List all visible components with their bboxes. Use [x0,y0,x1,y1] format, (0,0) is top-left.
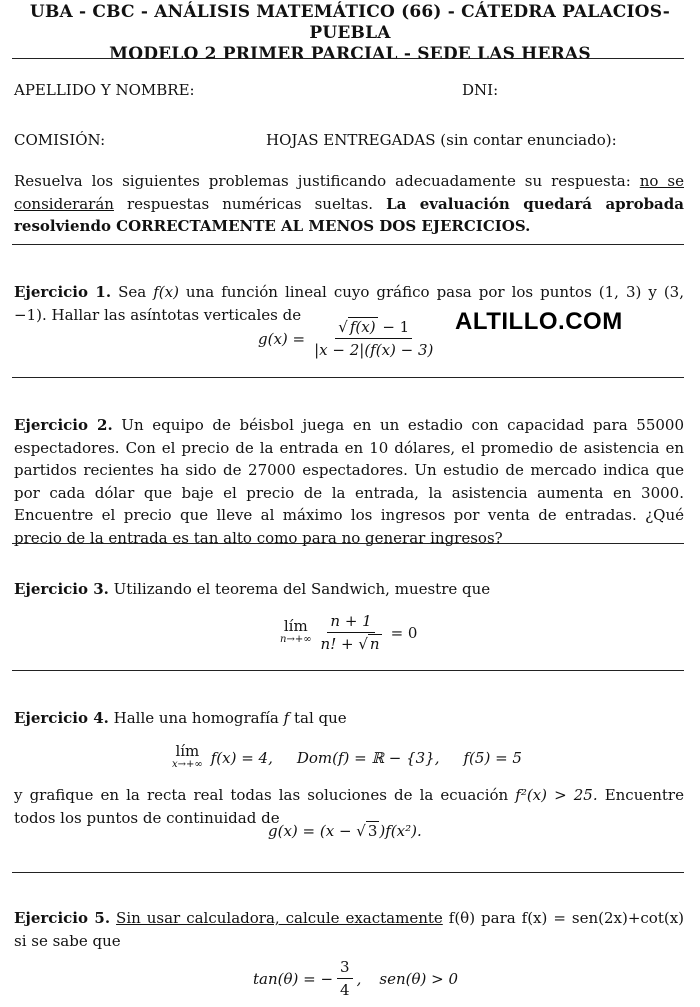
exercise-4-part-2: y grafique en la recta real todas las soluciones de la ecuación f²(x) > 25. Encuentre todos los puntos de continuidad de [14,786,684,827]
instructions-underlined: no se considerarán [14,172,684,213]
exercise-1-formula: g(x) = $\frac{√ f(x) - 1}{|x - 2|(f(x) - 3)}$ [258,318,434,359]
instructions: Resuelva los siguientes problemas justificando adecuadamente su respuesta: no se considerarán respuestas numéricas sueltas. La evaluación quedará aprobada resolviendo CORRECTAMENTE AL MENOS DOS EJERCICIOS. [14,172,684,235]
instructions-bold: La evaluación quedará aprobada resolviendo CORRECTAMENTE AL MENOS DOS EJERCICIOS. [14,194,684,235]
header-line-2: MODELO 2 PRIMER PARCIAL - SEDE LAS HERAS [109,44,591,64]
divider [12,377,684,378]
exercise-5: Ejercicio 5. Sin usar calculadora, calcule exactamente f(θ) para f(x) = sen(2x)+cot(x) si se sabe que [14,909,685,950]
exam-header [0,0,700,65]
exercise-3-title: Ejercicio 3. [14,580,109,598]
divider [12,244,684,245]
exercise-1: Ejercicio 1. Sea f(x) una función lineal cuyo gráfico pasa por los puntos (1, 3) y (3, −1). Hallar las asíntotas verticales de [14,283,684,324]
exercise-3-formula: lím n→+∞ $\frac{n + 1}{n! + √ n}$ = 0 [280,612,418,653]
divider [12,58,684,59]
exercise-4-title: Ejercicio 4. [14,709,109,727]
exercise-1-title: Ejercicio 1. [14,283,112,301]
exercise-5-title: Ejercicio 5. [14,909,111,927]
watermark-logo: ALTILLO.COM [455,308,623,335]
exercise-5-underlined: Sin usar calculadora, calcule exactamente [116,909,443,927]
exercise-3: Ejercicio 3. Utilizando el teorema del Sandwich, muestre que [14,580,491,598]
exercise-4: Ejercicio 4. Halle una homografía f tal que [14,709,347,727]
exercise-2-title: Ejercicio 2. [14,416,113,434]
comision-label: COMISIÓN: [14,131,106,149]
exercise-2: Ejercicio 2. Un equipo de béisbol juega en un estadio con capacidad para 55000 espectadores. Con el precio de la entrada en 10 dólares, el promedio de asistencia en partidos recientes ha sido de 27000 espectadores. Un estudio de mercado indica que por cada dólar que baje el precio de la entrada, la asistencia aumenta en 3000. Encuentre el precio que lleve al máximo los ingresos por venta de entradas. ¿Qué precio de la entrada es tan alto como para no generar ingresos? [14,416,684,547]
divider [12,872,684,873]
header-line-1: UBA - CBC - ANÁLISIS MATEMÁTICO (66) - CÁTEDRA PALACIOS-PUEBLA [29,2,671,43]
divider [12,543,684,544]
name-label: APELLIDO Y NOMBRE: [14,81,195,99]
exercise-4-formula: g(x) = (x − √ 3 )f(x²). [268,822,422,840]
divider [12,670,684,671]
hojas-label: HOJAS ENTREGADAS (sin contar enunciado): [266,131,617,149]
exercise-5-formula: tan(θ) = − $\frac{3}{4}$ , sen(θ) > 0 [253,958,458,999]
dni-label: DNI: [462,81,499,99]
exercise-4-conditions: lím x→+∞ f(x) = 4, Dom(f) = ℝ − {3}, f(5) = 5 [172,742,522,770]
